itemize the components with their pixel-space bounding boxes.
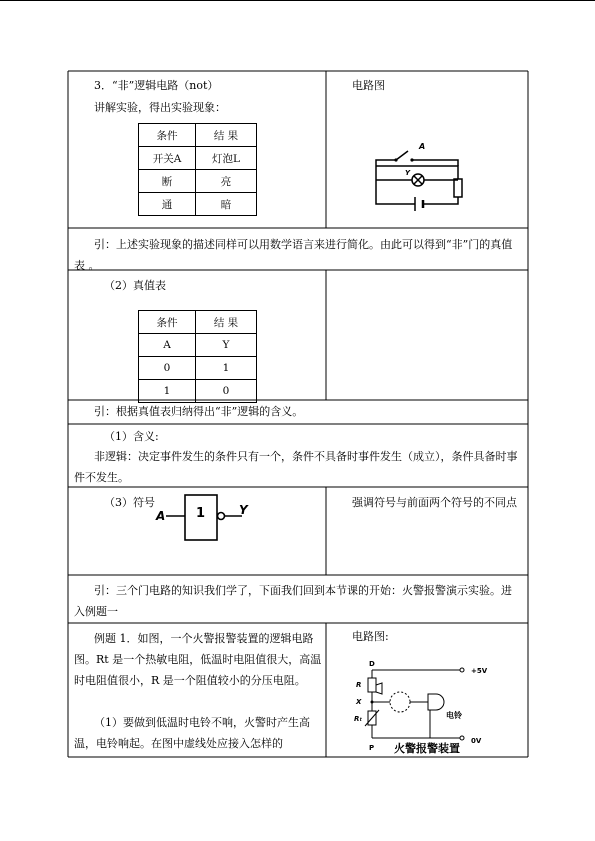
symbol-title: （3）符号 xyxy=(104,496,155,509)
table-cell: 1 xyxy=(139,380,196,403)
table-cell: Y xyxy=(196,334,257,357)
symbol-note: 强调符号与前面两个符号的不同点 xyxy=(352,496,517,509)
circuit-caption: 火警报警装置 xyxy=(394,742,460,755)
bell-label: 电铃 xyxy=(446,711,462,720)
table-header: 条件 xyxy=(139,124,196,147)
meaning-title: （1）含义: xyxy=(104,430,159,443)
experiment-table xyxy=(138,123,257,216)
not-gate-symbol xyxy=(154,490,254,546)
table-header: 条件 xyxy=(139,311,196,334)
table-row xyxy=(139,334,257,357)
table-cell: 0 xyxy=(196,380,257,403)
table-cell: 断 xyxy=(139,170,196,193)
gate-output-label: Y xyxy=(239,503,248,517)
table-row xyxy=(139,311,257,334)
supply-5v-label: +5V xyxy=(471,667,488,675)
table-cell: 灯泡L xyxy=(196,147,257,170)
thermistor-label: Rₜ xyxy=(354,715,363,723)
truth-table-title: （2）真值表 xyxy=(104,279,166,292)
table-row xyxy=(139,124,257,147)
fire-alarm-circuit xyxy=(340,656,520,756)
node-x-label: X xyxy=(356,698,362,706)
lead-paragraph: 引：三个门电路的知识我们学了，下面我们回到本节课的开始：火警报警演示实验。进入例题一 xyxy=(74,584,512,618)
example-circuit-title: 电路图: xyxy=(352,630,389,643)
gate-body-label: 1 xyxy=(196,506,206,521)
table-cell: 亮 xyxy=(196,170,257,193)
not-circuit-diagram xyxy=(370,138,465,212)
lead-paragraph: 引：根据真值表归纳得出“非”逻辑的含义。 xyxy=(94,405,304,418)
circuit-title: 电路图 xyxy=(352,79,385,92)
table-cell: 暗 xyxy=(196,193,257,216)
ground-0v-label: 0V xyxy=(471,737,482,745)
lamp-label: Y xyxy=(405,169,411,177)
resistor-r-label: R xyxy=(356,681,362,689)
table-header: 结 果 xyxy=(196,124,257,147)
table-cell: A xyxy=(139,334,196,357)
node-d-label: D xyxy=(369,660,375,668)
meaning-body: 非逻辑：决定事件发生的条件只有一个，条件不具备时事件发生（成立），条件具备时事件不发生。 xyxy=(74,450,518,484)
table-cell: 开关A xyxy=(139,147,196,170)
example-question: （1）要做到低温时电铃不响，火警时产生高温，电铃响起。在图中虚线处应接入怎样的 xyxy=(74,716,310,750)
lead-paragraph: 引：上述实验现象的描述同样可以用数学语言来进行简化。由此可以得到“非”门的真值表 。 xyxy=(74,238,513,272)
table-cell: 通 xyxy=(139,193,196,216)
table-row xyxy=(139,380,257,403)
table-cell: 1 xyxy=(196,357,257,380)
section-title: 3．“非”逻辑电路（not） xyxy=(94,79,219,92)
node-p-label: P xyxy=(369,744,375,752)
example-paragraph: 例题 1．如图，一个火警报警装置的逻辑电路图。Rt 是一个热敏电阻，低温时电阻值很大，高温时电阻值很小，R 是一个阻值较小的分压电阻。 xyxy=(74,632,322,687)
table-row xyxy=(139,193,257,216)
truth-table xyxy=(138,310,257,403)
table-header: 结 果 xyxy=(196,311,257,334)
table-cell: 0 xyxy=(139,357,196,380)
table-row xyxy=(139,170,257,193)
gate-input-label: A xyxy=(156,509,166,523)
table-row xyxy=(139,357,257,380)
switch-label: A xyxy=(419,142,426,151)
table-row xyxy=(139,147,257,170)
section-subtitle: 讲解实验，得出实验现象： xyxy=(94,101,226,114)
